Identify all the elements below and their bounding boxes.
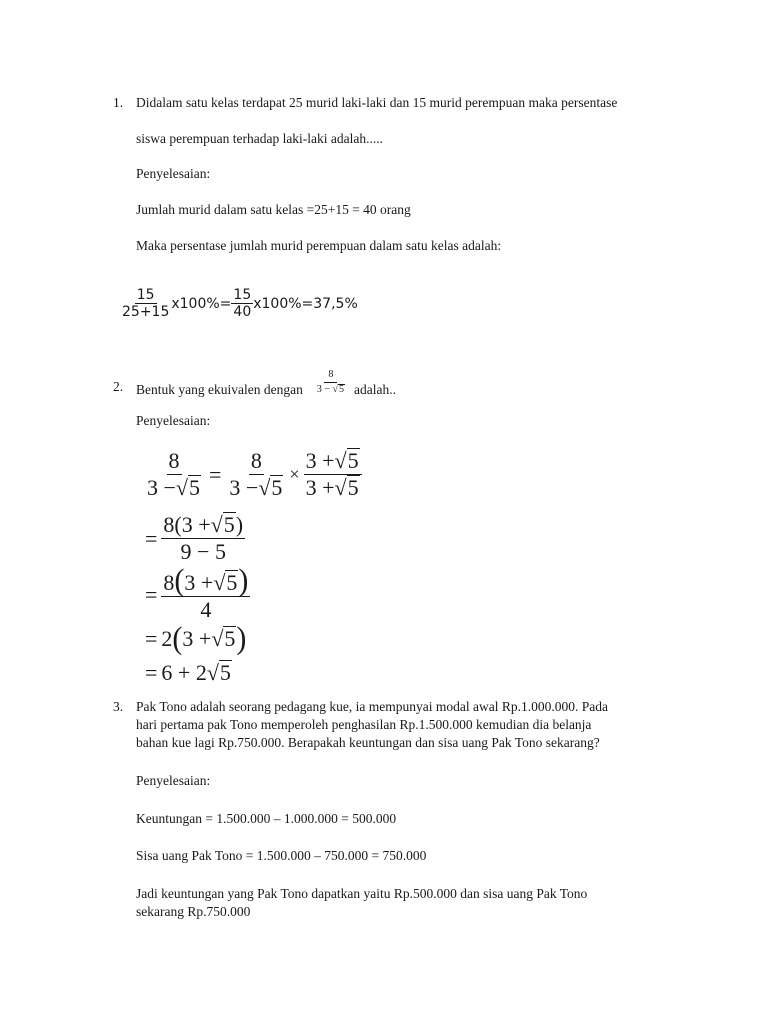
m2-times: ×: [289, 464, 300, 484]
inline-denominator-text: 3 −: [316, 384, 330, 396]
m2-equals: =: [145, 525, 158, 551]
item-3-solution-label: Penyelesaian:: [136, 773, 211, 788]
item-3-line-1: Pak Tono adalah seorang pedagang kue, ia mempunyai modal awal Rp.1.000.000. Pada: [136, 699, 608, 714]
item-1-step-1: Jumlah murid dalam satu kelas =25+15 = 40 orang: [136, 202, 411, 217]
m2-frac-b-den: [227, 475, 285, 501]
item-2-question: [136, 360, 396, 405]
formula-denominator-2: 40: [233, 304, 252, 320]
item-3-number: 3.: [113, 699, 124, 714]
inline-denominator: [315, 383, 347, 396]
m2-radicand: 5: [189, 475, 200, 500]
m2-frac-d-num-text: 8(3 +: [163, 512, 211, 537]
formula-numerator-1: 15: [136, 287, 155, 303]
m2-frac-a-den-text: 3 −: [147, 475, 176, 500]
m2-rparen: ): [238, 563, 249, 598]
m2-frac-e: [161, 563, 250, 623]
item-3-line-2: hari pertama pak Tono memperoleh penghasilan Rp.1.500.000 kemudian dia belanja: [136, 717, 592, 732]
item-2-question-after: adalah..: [353, 381, 396, 397]
m2-radicand: 5: [347, 475, 359, 500]
item-2-math-line-5: [145, 660, 232, 686]
m2-line4-inner: 3 +: [182, 626, 212, 651]
item-1-question-line-2: siswa perempuan terhadap laki-laki adalah.....: [136, 131, 384, 146]
m2-frac-c: [304, 448, 362, 501]
m2-frac-c-num-text: 3 +: [305, 448, 335, 473]
inline-sqrt: [332, 384, 345, 396]
item-2-math-line-2: [145, 512, 245, 565]
m2-radicand: 5: [219, 660, 231, 685]
sqrt-icon: √ 5: [175, 475, 200, 500]
item-3-step-2: Sisa uang Pak Tono = 1.500.000 – 750.000 = 750.000: [136, 848, 427, 863]
item-2-question-before: Bentuk yang ekuivalen dengan: [136, 381, 303, 397]
m2-frac-b-num: 8: [250, 448, 262, 473]
item-2-solution-label: Penyelesaian:: [136, 413, 211, 428]
item-3-line-3: bahan kue lagi Rp.750.000. Berapakah keuntungan dan sisa uang Pak Tono sekarang?: [136, 735, 600, 750]
m2-radicand: 5: [226, 570, 238, 595]
m2-radicand: 5: [271, 475, 283, 500]
m2-frac-c-den-text: 3 +: [305, 475, 335, 500]
m2-frac-b: [227, 448, 285, 501]
item-1-formula: [120, 287, 358, 320]
item-3-step-1: Keuntungan = 1.500.000 – 1.000.000 = 500.000: [136, 811, 397, 826]
m2-lparen: (: [172, 621, 183, 656]
m2-frac-e-num-inner: 3 +: [184, 570, 214, 595]
sqrt-icon: √: [332, 384, 338, 396]
m2-line4-coef: 2: [161, 626, 173, 651]
m2-frac-d: [161, 512, 245, 565]
m2-equals: =: [145, 660, 158, 685]
inline-radicand: 5: [338, 384, 344, 396]
m2-frac-d-den: 9 − 5: [180, 539, 226, 564]
item-1-number: 1.: [113, 95, 124, 110]
m2-equals: =: [145, 626, 158, 651]
sqrt-icon: √ 5: [334, 448, 359, 473]
m2-frac-a-num: 8: [168, 448, 180, 473]
m2-frac-d-num-close: ): [235, 512, 244, 537]
m2-frac-e-num-text: 8: [163, 570, 175, 595]
m2-frac-c-num: [304, 448, 362, 475]
m2-frac-b-den-text: 3 −: [229, 475, 259, 500]
m2-equals: =: [209, 461, 222, 487]
item-3-conclusion-line-2: sekarang Rp.750.000: [136, 904, 251, 919]
formula-fraction-2: [231, 287, 253, 320]
item-2-inline-fraction: [315, 369, 347, 396]
formula-multiplier-1: x100%: [171, 295, 220, 312]
m2-equals: =: [145, 581, 158, 607]
sqrt-icon: √ 5: [210, 512, 235, 537]
item-1-step-2: Maka persentase jumlah murid perempuan dalam satu kelas adalah:: [136, 238, 502, 253]
formula-denominator-1: 25+15: [122, 304, 170, 320]
sqrt-icon: √ 5: [213, 570, 238, 595]
m2-radicand: 5: [223, 512, 235, 537]
formula-numerator-2: 15: [233, 287, 252, 303]
m2-frac-d-num: [161, 512, 245, 539]
sqrt-icon: √ 5: [258, 475, 283, 500]
sqrt-icon: √ 5: [206, 660, 231, 685]
item-2-math-line-1: [145, 448, 362, 501]
item-1-question-line-1: Didalam satu kelas terdapat 25 murid laki-laki dan 15 murid perempuan maka persentase: [136, 95, 618, 110]
m2-radicand: 5: [224, 626, 236, 651]
m2-lparen: (: [174, 563, 185, 598]
formula-multiplier-2: x100%: [253, 295, 302, 312]
m2-line5-text: 6 + 2: [161, 660, 207, 685]
formula-result: =37,5%: [301, 295, 358, 312]
m2-frac-e-num: [161, 563, 250, 598]
item-2-math-line-4: [145, 621, 247, 656]
formula-equals: =: [219, 295, 232, 312]
item-3-conclusion-line-1: Jadi keuntungan yang Pak Tono dapatkan yaitu Rp.500.000 dan sisa uang Pak Tono: [136, 886, 588, 901]
m2-frac-a-den: [145, 475, 203, 501]
m2-rparen: ): [236, 621, 247, 656]
sqrt-icon: √ 5: [334, 475, 359, 500]
m2-frac-a: [145, 448, 203, 501]
formula-fraction-1: [120, 287, 171, 320]
inline-numerator: 8: [324, 369, 337, 383]
m2-radicand: 5: [347, 448, 359, 473]
item-2-number: 2.: [113, 379, 124, 394]
item-2-math-line-3: [145, 563, 250, 623]
item-1-solution-label: Penyelesaian:: [136, 166, 211, 181]
m2-frac-e-den: 4: [200, 597, 212, 622]
m2-frac-c-den: [304, 475, 362, 501]
sqrt-icon: √ 5: [211, 626, 236, 651]
